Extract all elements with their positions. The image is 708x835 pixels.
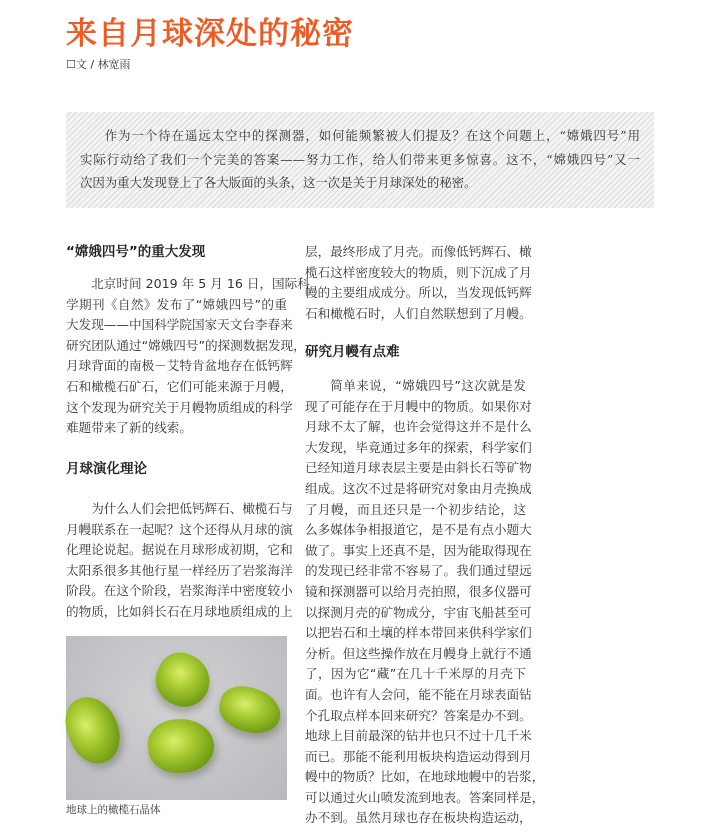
text-line: 面。也许有人会问，能不能在月球表面钻 (305, 686, 532, 702)
gem (146, 716, 216, 776)
section-heading: 研究月幔有点难 (305, 344, 400, 360)
text-line: 个孔取点样本回来研究？答案是办不到。 (305, 707, 532, 723)
text-line: 月球不太了解，也许会觉得这并不是什么 (305, 419, 532, 435)
gem (148, 645, 219, 715)
text-line: 化理论说起。据说在月球形成初期，它和 (66, 542, 293, 558)
text-line: 办不到。虽然月球也存在板块构造运动， (305, 810, 532, 826)
text-line: 层，最终形成了月壳。而像低钙辉石、橄 (305, 244, 532, 259)
section-body (305, 376, 545, 829)
text-line: 地球上目前最深的钻井也只不过十几千米 (305, 728, 532, 744)
intro-box (66, 112, 654, 208)
text-line: 榄石这样密度较大的物质，则下沉成了月 (305, 264, 532, 280)
text-line: 作为一个待在遥远太空中的探测器，如何能频繁被人们提及？在这个问题上，“嫦娥四号”用 (104, 128, 640, 143)
section-body-continued (305, 242, 532, 324)
text-line: 石和橄榄石时，人们自然联想到了月幔。 (305, 305, 532, 321)
text-line: 难题带来了新的线索。 (66, 420, 192, 436)
text-line: 月球背面的南极－艾特肯盆地存在低钙辉 (66, 358, 293, 374)
section-heading: “嫦娥四号”的重大发现 (66, 244, 206, 260)
right-column (305, 242, 532, 324)
text-line: 么多媒体争相报道它，是不是有点小题大 (305, 522, 532, 538)
text-line: 了，因为它“藏”在几十千米厚的月壳下 (305, 666, 526, 682)
text-line: 为什么人们会把低钙辉石、橄榄石与 (91, 501, 293, 516)
text-line: 实际行动给了我们一个完美的答案——努力工作，给人们带来更多惊喜。这不，“嫦娥四号”又一 (80, 151, 640, 167)
section-body (66, 499, 293, 623)
left-column (66, 242, 310, 439)
byline: ☐文 / 林宽雨 (66, 58, 131, 71)
text-line: 组成。这次不过是将研究对象由月壳换成 (305, 480, 532, 496)
olivine-crystals-photo (66, 636, 287, 800)
text-line: 石和橄榄石矿石，它们可能来源于月幔， (66, 378, 293, 394)
text-line: 而已。那能不能利用板块构造运动得到月 (305, 748, 532, 764)
text-line: 北京时间 2019 年 5 月 16 日，国际科 (91, 276, 310, 291)
text-line: 分析。但这些操作放在月幔身上就行不通 (305, 645, 532, 661)
text-line: 这个发现为研究关于月幔物质组成的科学 (66, 399, 293, 415)
section-heading: 月球演化理论 (66, 461, 147, 477)
text-line: 幔中的物质？比如，在地球地幔中的岩浆， (305, 769, 545, 785)
text-line: 可以通过火山喷发流到地表。答案同样是， (305, 789, 545, 805)
text-line: 太阳系很多其他行星一样经历了岩浆海洋 (66, 562, 293, 578)
text-line: 学期刊《自然》发布了“嫦娥四号”的重 (66, 296, 287, 312)
photo-caption: 地球上的橄榄石晶体 (66, 804, 161, 816)
text-line: 镜和探测器可以给月壳拍照，很多仪器可 (305, 583, 532, 599)
text-line: 做了。事实上还真不是，因为能取得现在 (305, 542, 532, 558)
text-line: 以探测月壳的矿物成分，宇宙飞船甚至可 (305, 604, 532, 620)
text-line: 次因为重大发现登上了各大版面的头条，这一次是关于月球深处的秘密。 (80, 175, 477, 190)
article-title: 来自月球深处的秘密 (66, 16, 354, 52)
text-line: 的物质，比如斜长石在月球地质组成的上 (66, 603, 293, 619)
text-line: 大发现，毕竟通过多年的探索，科学家们 (305, 439, 532, 455)
text-line: 月幔联系在一起呢？这个还得从月球的演 (66, 521, 293, 537)
text-line: 简单来说，“嫦娥四号”这次就是发 (330, 378, 526, 393)
gem (58, 689, 128, 770)
text-line: 现了可能存在于月幔中的物质。如果你对 (305, 398, 532, 414)
section-body (66, 274, 310, 439)
left-column-2 (66, 459, 293, 623)
text-line: 的发现已经非常不容易了。我们通过望远 (305, 563, 532, 579)
gem (214, 681, 285, 740)
text-line: 阶段。在这个阶段，岩浆海洋中密度较小 (66, 583, 293, 599)
text-line: 研究团队通过“嫦娥四号”的探测数据发现， (66, 337, 306, 353)
text-line: 了月幔，而且还只是一个初步结论，这 (305, 501, 526, 517)
text-line: 大发现——中国科学院国家天文台李春来 (66, 317, 293, 333)
text-line: 已经知道月球表层主要是由斜长石等矿物 (305, 460, 532, 476)
text-line: 幔的主要组成成分。所以，当发现低钙辉 (305, 285, 532, 301)
text-line: 以把岩石和土壤的样本带回来供科学家们 (305, 625, 532, 641)
right-column-2 (305, 342, 545, 829)
